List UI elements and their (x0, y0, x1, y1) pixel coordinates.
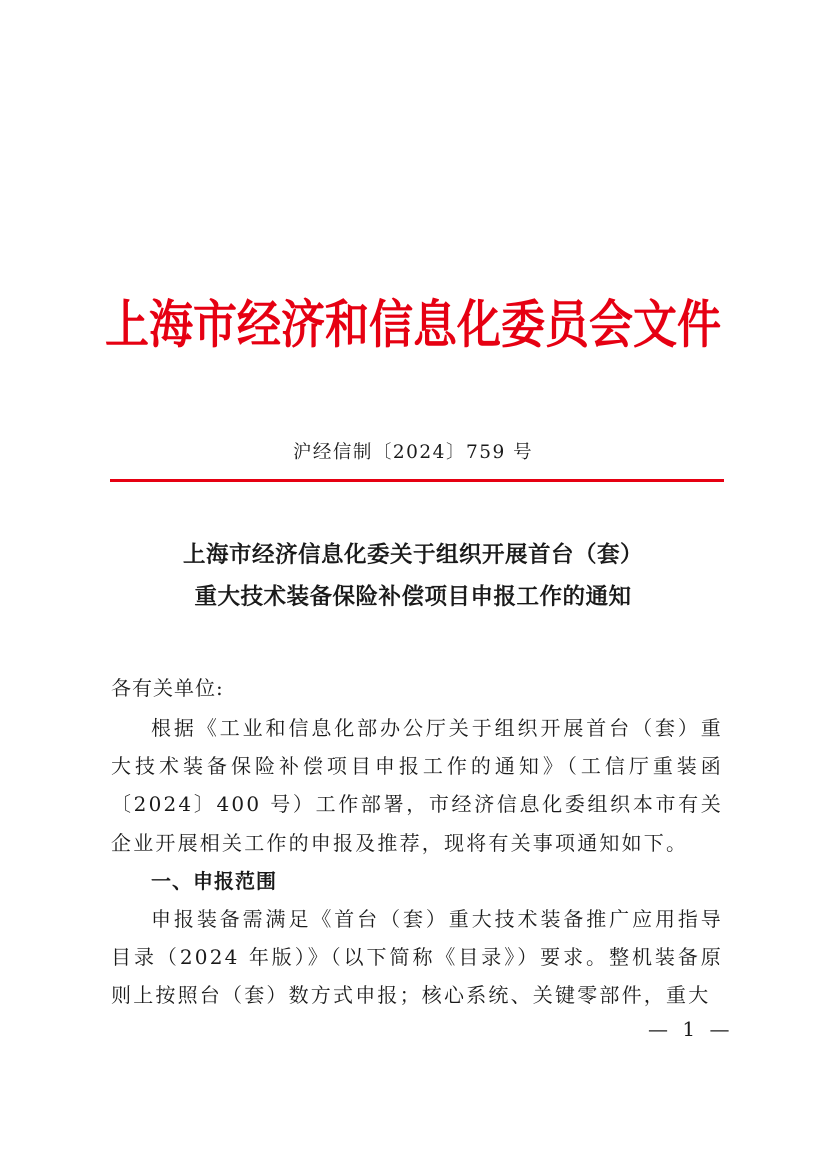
document-title (0, 534, 826, 618)
red-divider-line (110, 479, 724, 482)
body-paragraph-1: 根据《工业和信息化部办公厅关于组织开展首台（套）重大技术装备保险补偿项目申报工作的通知》（工信厅重装函〔2024〕400 号）工作部署，市经济信息化委组织本市有关企业开展相关工作的申报及推荐，现将有关事项通知如下。 (111, 716, 723, 855)
document-title-line-2: 重大技术装备保险补偿项目申报工作的通知 (194, 584, 632, 610)
body-paragraph-2: 申报装备需满足《首台（套）重大技术装备推广应用指导目录（2024 年版）》（以下简称《目录》）要求。整机装备原则上按照台（套）数方式申报；核心系统、关键零部件，重大 (111, 907, 723, 1008)
document-number: 沪经信制〔2024〕759 号 (292, 442, 534, 463)
page-number: — 1 — (648, 1017, 734, 1041)
masthead-title: 上海市经济和信息化委员会文件 (105, 295, 721, 356)
salutation: 各有关单位: (111, 676, 224, 700)
document-body (111, 709, 723, 1015)
section-heading-scope: 一、申报范围 (151, 868, 277, 893)
document-title-line-1: 上海市经济信息化委关于组织开展首台（套） (182, 542, 643, 568)
